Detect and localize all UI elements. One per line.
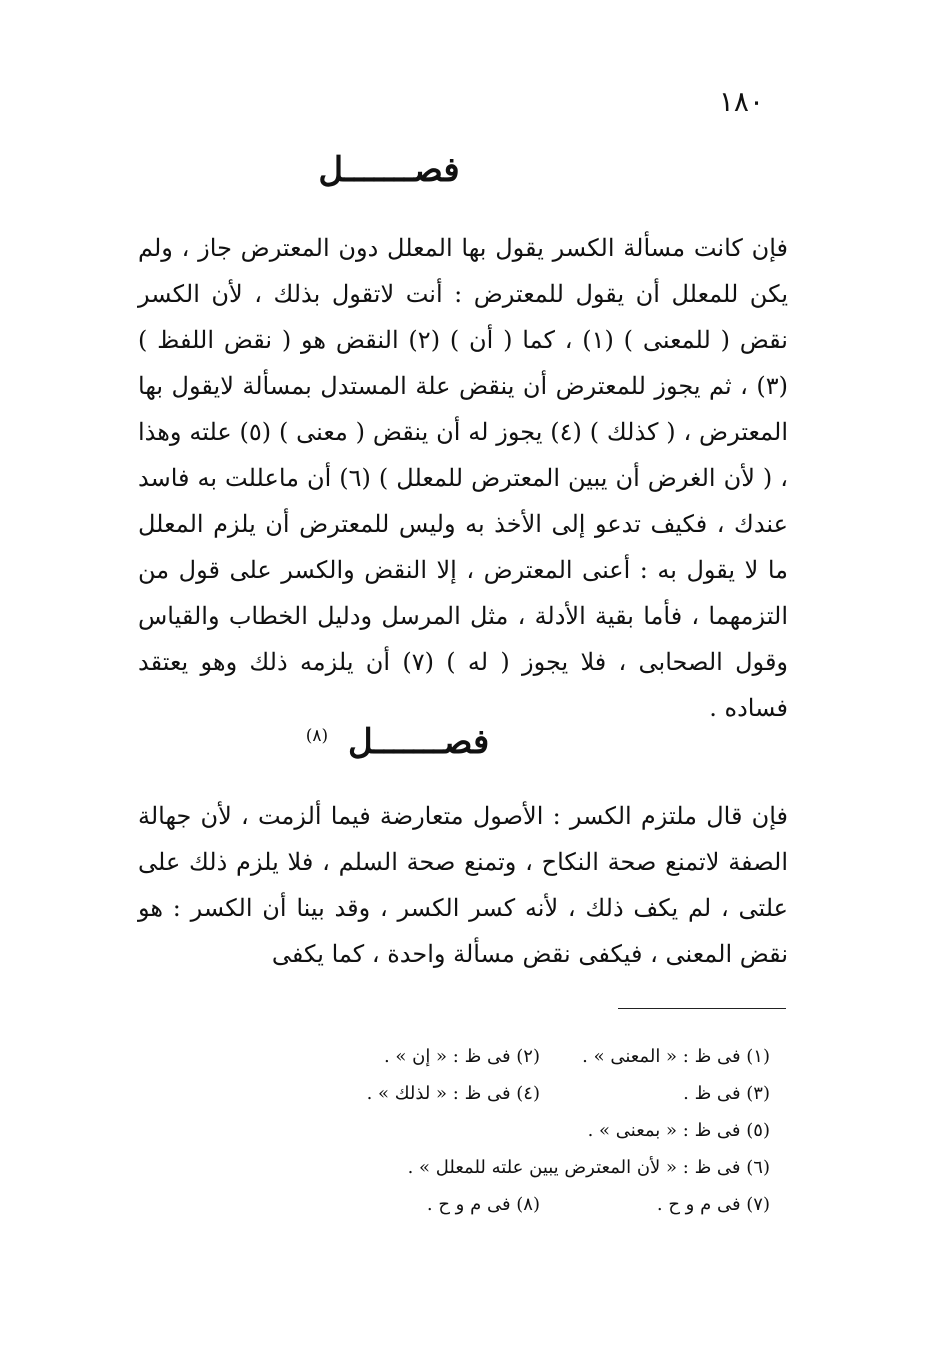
footnote-item: (٧) فى م و ح . <box>656 1194 770 1215</box>
footnote-item <box>330 1112 540 1149</box>
footnote-item: (٣) فى ظ . <box>683 1083 770 1104</box>
footnote-row <box>250 1186 770 1223</box>
section-heading-text: فصـــــــل <box>318 150 460 190</box>
page-number: ١٨٠ <box>718 85 764 118</box>
section-paragraph: فإن قال ملتزم الكسر : الأصول متعارضة فيما ألزمت ، لأن جهالة الصفة لاتمنع صحة النكاح ، وتمنع صحة السلم ، فلا يلزم ذلك على علتى ، لم يكف ذلك ، لأنه كسر الكسر ، وقد بينا أن الكسر : هو نقض المعنى ، فيكفى نقض مسألة واحدة ، كما يكفى <box>138 802 788 968</box>
section-heading-text: فصـــــــل <box>348 722 490 762</box>
footnote-item <box>250 1149 460 1186</box>
section-heading-note: (٨) <box>305 725 329 746</box>
section-heading-wrapper <box>0 150 940 191</box>
section-heading-wrapper <box>0 722 940 763</box>
footnote-item: (٤) فى ظ : « لذلك » . <box>366 1083 540 1104</box>
footnote-divider <box>618 1008 786 1009</box>
section-paragraph: فإن كانت مسألة الكسر يقول بها المعلل دون المعترض جاز ، ولم يكن للمعلل أن يقول للمعترض : أنت لاتقول بذلك ، لأن الكسر نقض ( للمعنى ) (١) ، كما ( أن ) (٢) النقض هو ( نقض اللفظ ) (٣) ، ثم يجوز للمعترض أن ينقض علة المستدل بمسألة لايقول بها المعترض ، ( كذلك ) (٤) يجوز له أن ينقض ( معنى ) (٥) علته وهذا ، ( لأن الغرض أن يبين المعترض للمعلل ) (٦) أن ماعللت به فاسد عندك ، فكيف تدعو إلى الأخذ به وليس للمعترض أن يلزم المعلل ما لا يقول به : أعنى المعترض ، إلا النقض والكسر على قول من التزمهما ، فأما بقية الأدلة ، مثل المرسل ودليل الخطاب والقياس وقول الصحابى ، فلا يجوز ( له ) (٧) أن يلزمه ذلك وهو يعتقد فساده . <box>138 234 789 722</box>
footnote-item: (٥) فى ظ : « بمعنى » . <box>587 1120 770 1141</box>
footnote-row <box>250 1038 770 1075</box>
footnotes <box>250 1038 770 1223</box>
footnote-item: (٢) فى ظ : « إن » . <box>383 1046 540 1067</box>
footnote-item: (٨) فى م و ح . <box>426 1194 540 1215</box>
footnote-row <box>250 1149 770 1186</box>
footnote-item: (٦) فى ظ : « لأن المعترض يبين علته للمعلل » . <box>407 1157 770 1178</box>
section-heading <box>310 150 459 191</box>
footnote-row <box>250 1112 770 1149</box>
section-heading <box>306 722 489 763</box>
footnote-item: (١) فى ظ : « المعنى » . <box>582 1046 770 1067</box>
footnote-row <box>250 1075 770 1112</box>
